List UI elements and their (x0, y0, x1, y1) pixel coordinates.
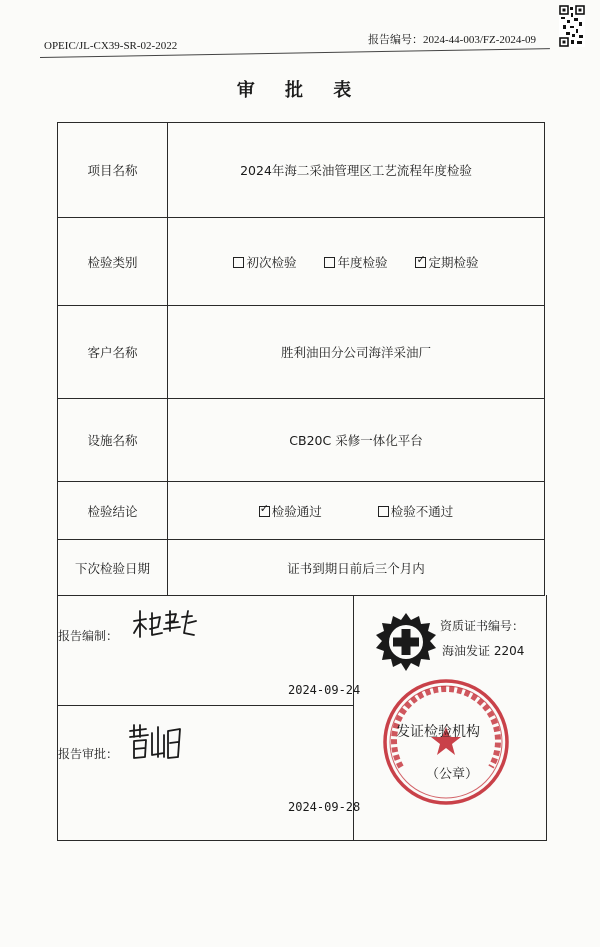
client-name-value: 胜利油田分公司海洋采油厂 (168, 306, 545, 399)
report-number-value: 2024-44-003/FZ-2024-09 (423, 34, 537, 46)
certificate-label: 资质证书编号： (440, 619, 525, 633)
row-client (58, 306, 545, 399)
conclusion-label: 检验结论 (58, 482, 168, 540)
checkbox-initial[interactable] (233, 257, 244, 268)
compiler-signature (130, 607, 200, 643)
page-title: 审 批 表 (236, 80, 364, 101)
reviewer-label: 报告审批： (58, 747, 119, 761)
project-name-value: 2024年海二采油管理区工艺流程年度检验 (168, 123, 545, 218)
facility-name-value: CB20C 采修一体化平台 (168, 399, 545, 482)
inspection-type-options (168, 218, 545, 306)
signature-divider-horizontal (58, 705, 353, 706)
project-name-label: 项目名称 (58, 123, 168, 218)
client-name-label: 客户名称 (58, 306, 168, 399)
issuing-organization-label: 发证检验机构 (396, 724, 480, 740)
form-code: OPEIC/JL-CX39-SR-02-2022 (44, 40, 178, 52)
report-number-label: 报告编号： (368, 34, 423, 46)
approval-table (57, 122, 545, 596)
row-project (58, 123, 545, 218)
conclusion-options (168, 482, 545, 540)
compiler-label: 报告编制： (58, 629, 119, 643)
option-pass[interactable]: ✓ 检验通过 (259, 502, 322, 520)
option-fail[interactable]: 检验不通过 (378, 502, 454, 520)
checkbox-pass[interactable] (259, 506, 270, 517)
signature-area (57, 595, 547, 841)
next-inspection-value: 证书到期日前后三个月内 (168, 540, 545, 596)
row-facility (58, 399, 545, 482)
checkbox-fail[interactable] (378, 506, 389, 517)
next-inspection-label: 下次检验日期 (58, 540, 168, 596)
certification-logo-icon (374, 611, 438, 675)
option-periodic[interactable]: ✓ 定期检验 (415, 253, 478, 271)
row-conclusion (58, 482, 545, 540)
official-seal-icon (381, 677, 511, 807)
qr-code-icon (559, 5, 585, 47)
option-annual[interactable]: 年度检验 (324, 253, 387, 271)
inspection-type-label: 检验类别 (58, 218, 168, 306)
compile-date: 2024-09-24 (288, 683, 361, 697)
certificate-number: 海油发证 2204 (442, 644, 525, 658)
report-number (368, 31, 536, 47)
checkbox-periodic[interactable] (415, 257, 426, 268)
review-date: 2024-09-28 (288, 800, 361, 814)
reviewer-signature (128, 723, 184, 763)
checkbox-annual[interactable] (324, 257, 335, 268)
row-inspection-type (58, 218, 545, 306)
option-initial[interactable]: 初次检验 (233, 253, 296, 271)
row-next-inspection (58, 540, 545, 596)
seal-label: （公章） (426, 767, 479, 782)
facility-name-label: 设施名称 (58, 399, 168, 482)
